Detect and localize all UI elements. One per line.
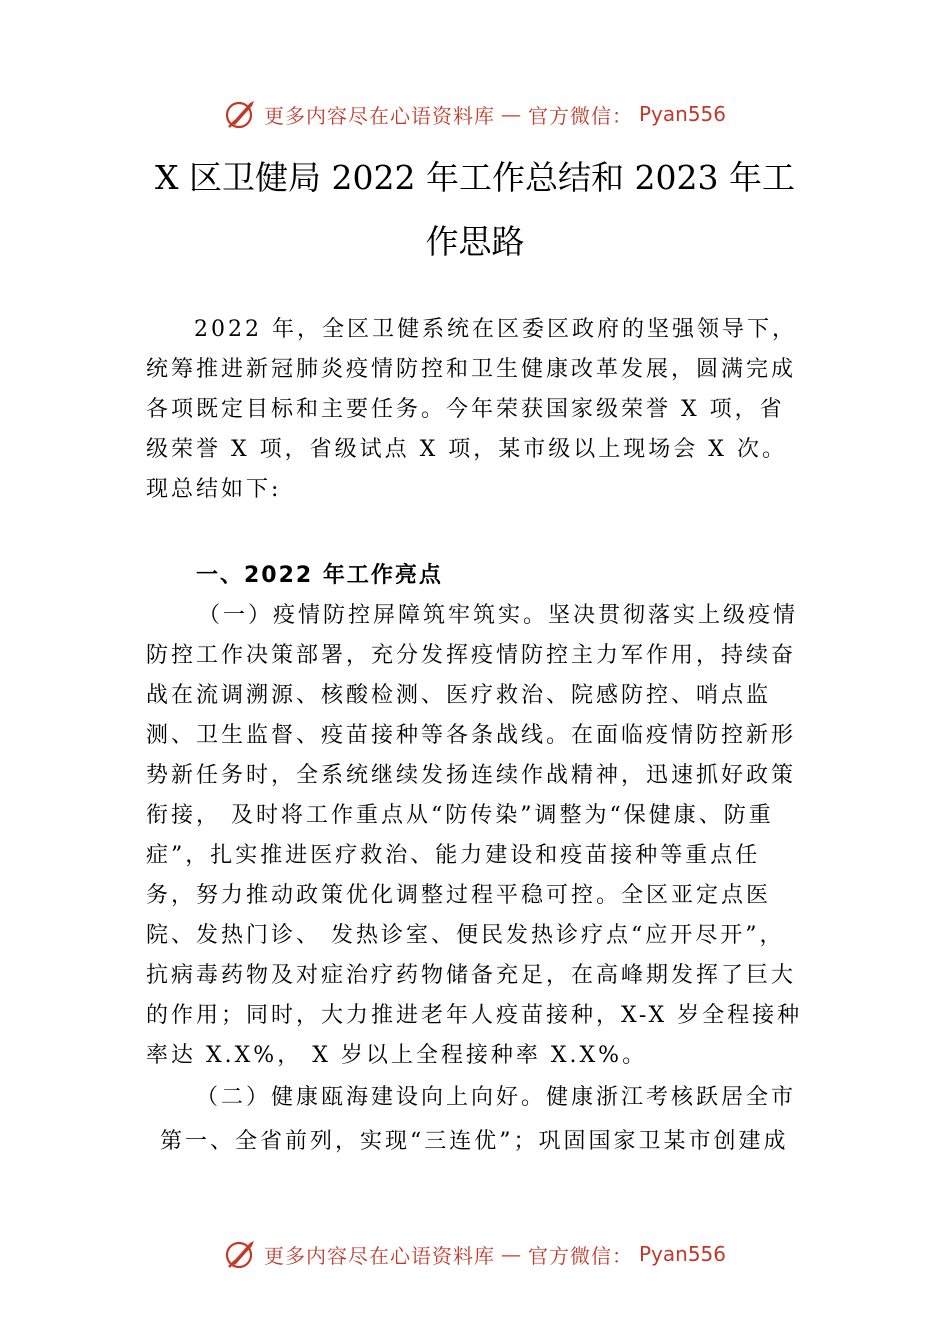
- watermark-wechat-id: Pyan556: [638, 102, 726, 126]
- watermark-separator: —: [500, 1242, 522, 1266]
- quill-logo-icon: [224, 1237, 258, 1271]
- watermark-banner-top: [0, 94, 950, 134]
- subsection-two-line-1: （二）健康瓯海建设向上向好。健康浙江考核跃居全市: [196, 1085, 797, 1110]
- intro-paragraph: 2022 年，全区卫健系统在区委区政府的坚强领导下，统筹推进新冠肺炎疫情防控和卫生健康改革发展，圆满完成各项既定目标和主要任务。今年荣获国家级荣誉 X 项，省级荣誉 X 项，省级试点 X 项，某市级以上现场会 X 次。现总结如下:: [146, 317, 797, 502]
- section-heading: 一、2022 年工作亮点: [196, 563, 443, 588]
- watermark-banner-bottom: [0, 1234, 950, 1274]
- subsection-one-paragraph: （一）疫情防控屏障筑牢筑实。坚决贯彻落实上级疫情防控工作决策部署，充分发挥疫情防控主力军作用，持续奋战在流调溯源、核酸检测、医疗救治、院感防控、哨点监测、卫生监督、疫苗接种等各条战线。在面临疫情防控新形势新任务时，全系统继续发扬连续作战精神，迅速抓好政策衔接， 及时将工作重点从“防传染”调整为“保健康、防重症”，扎实推进医疗救治、能力建设和疫苗接种等重点任务，努力推动政策优化调整过程平稳可控。全区亚定点医院、发热门诊、 发热诊室、便民发热诊疗点“应开尽开”，抗病毒药物及对症治疗药物储备充足，在高峰期发挥了巨大的作用；同时，大力推进老年人疫苗接种，X-X 岁全程接种率达 X.X%， X 岁以上全程接种率 X.X%。: [146, 603, 803, 1068]
- watermark-wechat-label: 官方微信：: [527, 103, 633, 128]
- watermark-text: 更多内容尽在心语资料库: [263, 103, 495, 128]
- watermark-wechat-label: 官方微信：: [527, 1243, 633, 1268]
- quill-logo-icon: [224, 97, 258, 131]
- watermark-separator: —: [500, 102, 522, 126]
- document-title: X 区卫健局 2022 年工作总结和 2023 年工作思路: [155, 158, 795, 261]
- subsection-two-line-2: 第一、全省前列，实现“三连优”；巩固国家卫某市创建成: [160, 1129, 789, 1154]
- watermark-wechat-id: Pyan556: [638, 1242, 726, 1266]
- watermark-text: 更多内容尽在心语资料库: [263, 1243, 495, 1268]
